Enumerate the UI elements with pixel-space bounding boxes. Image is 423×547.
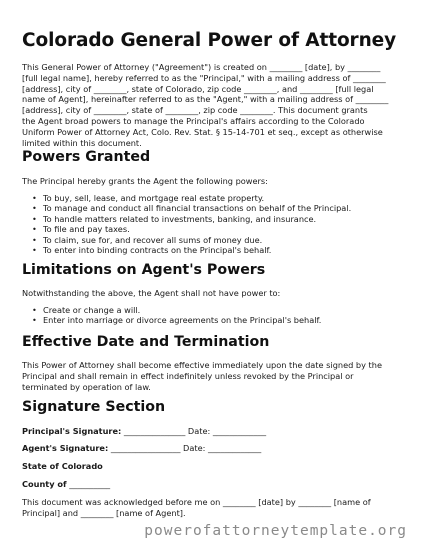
list-item: • To file and pay taxes. [32,224,351,234]
powers-heading: Powers Granted [22,149,151,165]
limitations-list [32,305,321,326]
text-line: This General Power of Attorney ("Agreement") is created on ________ [date], by ________ [22,62,381,72]
effective-paragraph [22,360,406,392]
principal-signature-blanks: _______________ Date: _____________ [121,426,267,436]
text-line: limited within this document. [22,137,142,148]
text-line: This document was acknowledged before me on ________ [date] by ________ [name of [22,497,371,507]
list-item: • To manage and conduct all financial transactions on behalf of the Principal. [32,203,351,213]
text-line: [address], city of ________, state of Colorado, zip code ________, and ________ [full legal [22,83,374,94]
text-line: Uniform Power of Attorney Act, Colo. Rev. Stat. § 15-14-701 et seq., except as otherwise [22,126,383,137]
state-line [22,461,103,471]
site-watermark: powerofattorneytemplate.org [140,523,411,539]
principal-signature-line [22,426,266,436]
list-item: • Enter into marriage or divorce agreements on the Principal's behalf. [32,315,321,325]
agent-signature-line [22,443,261,453]
intro-paragraph [22,62,406,148]
list-item: • To handle matters related to investments, banking, and insurance. [32,214,351,224]
acknowledgment-paragraph [22,497,406,519]
effective-heading: Effective Date and Termination [22,334,270,350]
limitations-intro [22,288,406,299]
list-item: • To buy, sell, lease, and mortgage real estate property. [32,193,351,203]
text-line: Principal and shall remain in effect indefinitely unless revoked by the Principal or [22,370,354,381]
text-line: Notwithstanding the above, the Agent shall not have power to: [22,288,281,298]
list-item: • To enter into binding contracts on the Principal's behalf. [32,245,351,255]
text-line: terminated by operation of law. [22,381,151,392]
agent-signature-blanks: _________________ Date: _____________ [108,443,262,453]
powers-intro [22,176,406,187]
text-line: The Principal hereby grants the Agent the following powers: [22,176,268,186]
text-line: name of Agent], hereinafter referred to as the "Agent," with a mailing address of ________ [22,94,389,105]
text-line: [full legal name], hereby referred to as the "Principal," with a mailing address of ________ [22,72,386,83]
principal-signature-label: Principal's Signature: [22,426,122,436]
county-line [22,479,110,489]
text-line: Principal] and ________ [name of Agent]. [22,507,186,518]
county-label: County of [22,479,67,489]
text-line: [address], city of ________, state of ________, zip code ________. This document grants [22,105,368,116]
agent-signature-label: Agent's Signature: [22,443,109,453]
document-title: Colorado General Power of Attorney [22,30,397,51]
limitations-heading: Limitations on Agent's Powers [22,262,266,278]
text-line: the Agent broad powers to manage the Principal's affairs according to the Colorado [22,115,365,126]
powers-list [32,193,351,255]
list-item: • Create or change a will. [32,305,321,315]
state-label: State of Colorado [22,461,103,471]
county-blank: __________ [66,479,111,489]
signature-heading: Signature Section [22,399,166,415]
text-line: This Power of Attorney shall become effective immediately upon the date signed by the [22,360,382,370]
list-item: • To claim, sue for, and recover all sums of money due. [32,235,351,245]
